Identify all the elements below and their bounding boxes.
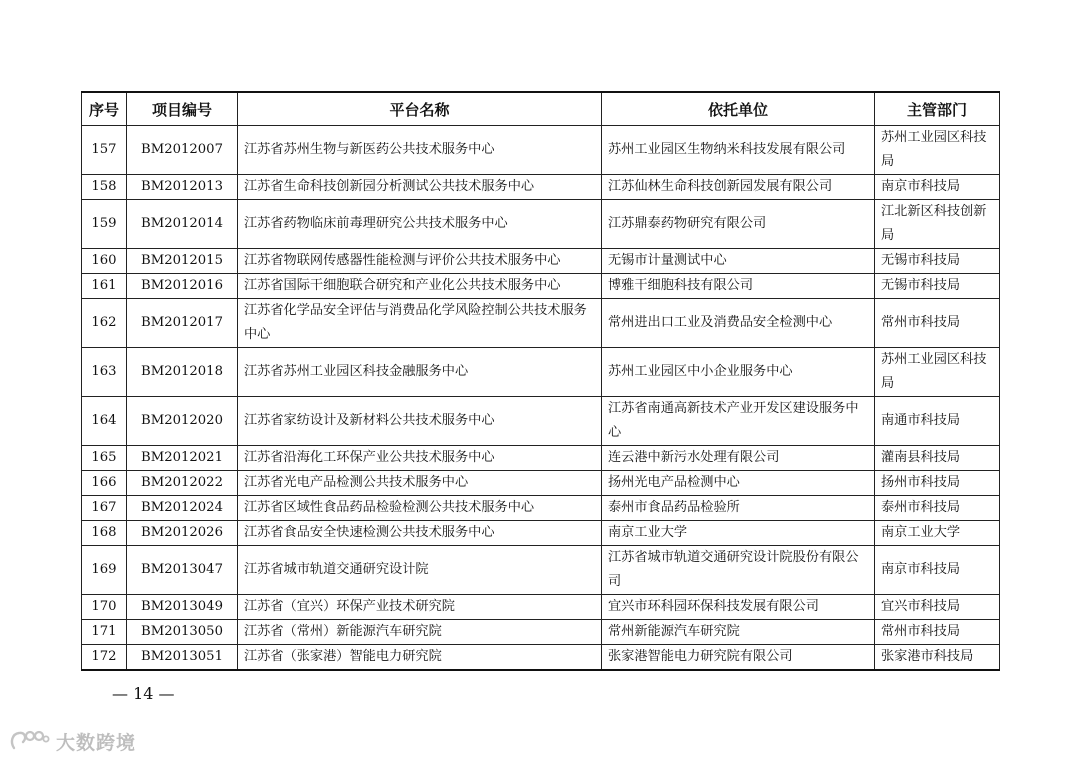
header-project-code: 项目编号 xyxy=(127,92,238,126)
cell-project-code: BM2012026 xyxy=(127,521,238,546)
cell-platform-name: 江苏省物联网传感器性能检测与评价公共技术服务中心 xyxy=(238,249,602,274)
cell-host-unit: 常州新能源汽车研究院 xyxy=(602,620,875,645)
cell-serial: 168 xyxy=(82,521,127,546)
cell-project-code: BM2012022 xyxy=(127,471,238,496)
watermark-logo-icon xyxy=(8,728,50,754)
cell-platform-name: 江苏省沿海化工环保产业公共技术服务中心 xyxy=(238,446,602,471)
cell-department: 宜兴市科技局 xyxy=(875,595,1000,620)
cell-department: 无锡市科技局 xyxy=(875,249,1000,274)
cell-project-code: BM2012018 xyxy=(127,348,238,397)
cell-platform-name: 江苏省食品安全快速检测公共技术服务中心 xyxy=(238,521,602,546)
cell-department: 南京工业大学 xyxy=(875,521,1000,546)
cell-department: 常州市科技局 xyxy=(875,299,1000,348)
cell-project-code: BM2012007 xyxy=(127,126,238,175)
watermark-text: 大数跨境 xyxy=(56,731,137,754)
cell-host-unit: 宜兴市环科园环保科技发展有限公司 xyxy=(602,595,875,620)
cell-serial: 169 xyxy=(82,546,127,595)
cell-department: 张家港市科技局 xyxy=(875,645,1000,671)
cell-platform-name: 江苏省生命科技创新园分析测试公共技术服务中心 xyxy=(238,175,602,200)
cell-project-code: BM2013047 xyxy=(127,546,238,595)
cell-department: 南京市科技局 xyxy=(875,546,1000,595)
cell-project-code: BM2013051 xyxy=(127,645,238,671)
cell-host-unit: 博雅干细胞科技有限公司 xyxy=(602,274,875,299)
cell-department: 常州市科技局 xyxy=(875,620,1000,645)
cell-department: 灌南县科技局 xyxy=(875,446,1000,471)
cell-serial: 166 xyxy=(82,471,127,496)
cell-platform-name: 江苏省光电产品检测公共技术服务中心 xyxy=(238,471,602,496)
cell-platform-name: 江苏省苏州工业园区科技金融服务中心 xyxy=(238,348,602,397)
cell-platform-name: 江苏省城市轨道交通研究设计院 xyxy=(238,546,602,595)
cell-serial: 170 xyxy=(82,595,127,620)
table-row xyxy=(82,546,1000,595)
cell-department: 南京市科技局 xyxy=(875,175,1000,200)
cell-department: 苏州工业园区科技局 xyxy=(875,348,1000,397)
cell-serial: 159 xyxy=(82,200,127,249)
page-number: — 14 — xyxy=(112,684,175,703)
cell-host-unit: 常州进出口工业及消费品安全检测中心 xyxy=(602,299,875,348)
table-header-row xyxy=(82,92,1000,126)
cell-host-unit: 张家港智能电力研究院有限公司 xyxy=(602,645,875,671)
cell-host-unit: 江苏仙林生命科技创新园发展有限公司 xyxy=(602,175,875,200)
cell-project-code: BM2012017 xyxy=(127,299,238,348)
header-host-unit: 依托单位 xyxy=(602,92,875,126)
cell-platform-name: 江苏省（宜兴）环保产业技术研究院 xyxy=(238,595,602,620)
cell-host-unit: 南京工业大学 xyxy=(602,521,875,546)
cell-platform-name: 江苏省苏州生物与新医药公共技术服务中心 xyxy=(238,126,602,175)
cell-serial: 167 xyxy=(82,496,127,521)
cell-project-code: BM2012024 xyxy=(127,496,238,521)
cell-host-unit: 江苏省南通高新技术产业开发区建设服务中心 xyxy=(602,397,875,446)
cell-host-unit: 苏州工业园区生物纳米科技发展有限公司 xyxy=(602,126,875,175)
cell-serial: 165 xyxy=(82,446,127,471)
cell-serial: 158 xyxy=(82,175,127,200)
cell-platform-name: 江苏省家纺设计及新材料公共技术服务中心 xyxy=(238,397,602,446)
header-serial: 序号 xyxy=(82,92,127,126)
cell-serial: 164 xyxy=(82,397,127,446)
cell-serial: 162 xyxy=(82,299,127,348)
cell-department: 泰州市科技局 xyxy=(875,496,1000,521)
cell-serial: 163 xyxy=(82,348,127,397)
cell-host-unit: 泰州市食品药品检验所 xyxy=(602,496,875,521)
cell-department: 扬州市科技局 xyxy=(875,471,1000,496)
table-row xyxy=(82,200,1000,249)
cell-platform-name: 江苏省区域性食品药品检验检测公共技术服务中心 xyxy=(238,496,602,521)
cell-host-unit: 无锡市计量测试中心 xyxy=(602,249,875,274)
table-row xyxy=(82,175,1000,200)
table-row xyxy=(82,348,1000,397)
cell-platform-name: 江苏省（张家港）智能电力研究院 xyxy=(238,645,602,671)
cell-serial: 157 xyxy=(82,126,127,175)
table-row xyxy=(82,595,1000,620)
cell-host-unit: 江苏鼎泰药物研究有限公司 xyxy=(602,200,875,249)
cell-project-code: BM2012014 xyxy=(127,200,238,249)
cell-host-unit: 江苏省城市轨道交通研究设计院股份有限公司 xyxy=(602,546,875,595)
cell-project-code: BM2012015 xyxy=(127,249,238,274)
table-body xyxy=(82,126,1000,671)
cell-project-code: BM2012021 xyxy=(127,446,238,471)
cell-project-code: BM2013049 xyxy=(127,595,238,620)
cell-department: 江北新区科技创新局 xyxy=(875,200,1000,249)
cell-host-unit: 连云港中新污水处理有限公司 xyxy=(602,446,875,471)
table-row xyxy=(82,620,1000,645)
header-department: 主管部门 xyxy=(875,92,1000,126)
cell-platform-name: 江苏省国际干细胞联合研究和产业化公共技术服务中心 xyxy=(238,274,602,299)
cell-department: 南通市科技局 xyxy=(875,397,1000,446)
cell-platform-name: 江苏省药物临床前毒理研究公共技术服务中心 xyxy=(238,200,602,249)
cell-platform-name: 江苏省化学品安全评估与消费品化学风险控制公共技术服务中心 xyxy=(238,299,602,348)
cell-department: 无锡市科技局 xyxy=(875,274,1000,299)
table-row xyxy=(82,397,1000,446)
cell-department: 苏州工业园区科技局 xyxy=(875,126,1000,175)
cell-project-code: BM2013050 xyxy=(127,620,238,645)
cell-project-code: BM2012013 xyxy=(127,175,238,200)
platform-table xyxy=(81,91,1000,671)
table-row xyxy=(82,274,1000,299)
table-row xyxy=(82,471,1000,496)
cell-serial: 160 xyxy=(82,249,127,274)
header-platform-name: 平台名称 xyxy=(238,92,602,126)
table-row xyxy=(82,446,1000,471)
table-row xyxy=(82,521,1000,546)
cell-serial: 161 xyxy=(82,274,127,299)
table-row xyxy=(82,126,1000,175)
cell-host-unit: 扬州光电产品检测中心 xyxy=(602,471,875,496)
table-row xyxy=(82,249,1000,274)
table-row xyxy=(82,496,1000,521)
cell-project-code: BM2012016 xyxy=(127,274,238,299)
cell-host-unit: 苏州工业园区中小企业服务中心 xyxy=(602,348,875,397)
watermark xyxy=(8,728,136,754)
cell-serial: 171 xyxy=(82,620,127,645)
cell-serial: 172 xyxy=(82,645,127,671)
table-row xyxy=(82,299,1000,348)
cell-platform-name: 江苏省（常州）新能源汽车研究院 xyxy=(238,620,602,645)
cell-project-code: BM2012020 xyxy=(127,397,238,446)
table-row xyxy=(82,645,1000,671)
